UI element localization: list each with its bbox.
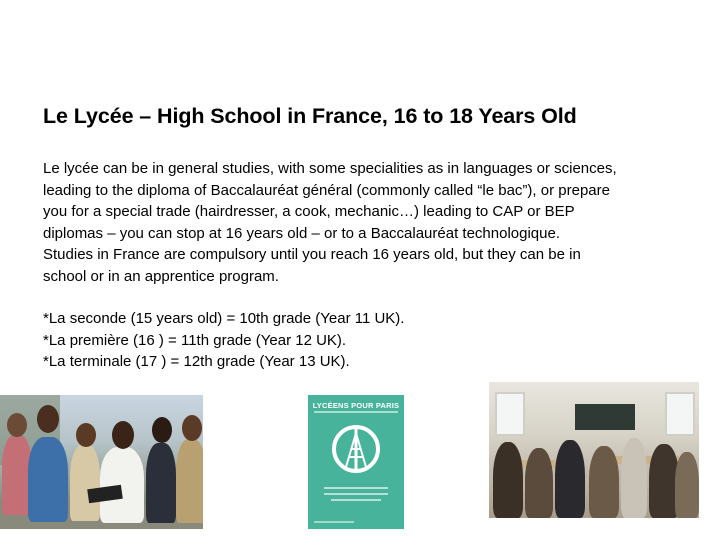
student-figure xyxy=(28,437,68,522)
classroom-window xyxy=(665,392,695,436)
grade-note-seconde: *La seconde (15 years old) = 10th grade (Year 11 UK). xyxy=(43,310,405,327)
poster-footer xyxy=(314,521,354,523)
student-figure xyxy=(176,439,203,523)
student-head xyxy=(37,405,59,433)
classroom-student xyxy=(621,438,647,518)
classroom-student xyxy=(493,442,523,518)
student-head xyxy=(182,415,202,441)
poster-text-line xyxy=(324,487,388,489)
student-head xyxy=(152,417,172,443)
grade-note-premiere: *La première (16 ) = 11th grade (Year 12 UK). xyxy=(43,331,347,349)
paragraph-line: Le lycée can be in general studies, with some specialities as in languages or sciences, xyxy=(43,160,617,177)
lyceens-pour-paris-poster xyxy=(308,395,404,529)
student-figure xyxy=(70,445,100,521)
paragraph-line: Studies in France are compulsory until you reach 16 years old, but they can be in xyxy=(43,246,581,263)
poster-text-line xyxy=(331,499,381,501)
paragraph-line: you for a special trade (hairdresser, a cook, mechanic…) leading to CAP or BEP xyxy=(43,203,575,220)
student-figure xyxy=(146,443,176,523)
paragraph-line: diplomas – you can stop at 16 years old – or to a Baccalauréat technologique. xyxy=(43,224,560,242)
grade-note-terminale: *La terminale (17 ) = 12th grade (Year 13 UK). xyxy=(43,353,350,370)
body-paragraph xyxy=(43,158,693,287)
classroom-photo xyxy=(489,382,699,518)
classroom-student xyxy=(555,440,585,518)
student-figure xyxy=(100,447,144,523)
classroom-student xyxy=(589,446,619,518)
student-head xyxy=(7,413,27,437)
poster-text-line xyxy=(324,493,388,495)
peace-eiffel-icon xyxy=(330,421,382,479)
blackboard xyxy=(575,404,635,430)
paragraph-line: school or in an apprentice program. xyxy=(43,267,279,285)
poster-title: LYCÉENS POUR PARIS xyxy=(312,401,400,410)
grade-notes xyxy=(43,308,693,373)
students-photo xyxy=(0,395,203,529)
paragraph-line: leading to the diploma of Baccalauréat général (commonly called “le bac”), or prepare xyxy=(43,181,610,199)
slide-title: Le Lycée – High School in France, 16 to 18 Years Old xyxy=(43,104,577,128)
classroom-student xyxy=(525,448,553,518)
poster-subtitle-bar xyxy=(314,411,398,413)
student-head xyxy=(112,421,134,449)
classroom-window xyxy=(495,392,525,436)
classroom-student xyxy=(675,452,699,518)
student-head xyxy=(76,423,96,447)
